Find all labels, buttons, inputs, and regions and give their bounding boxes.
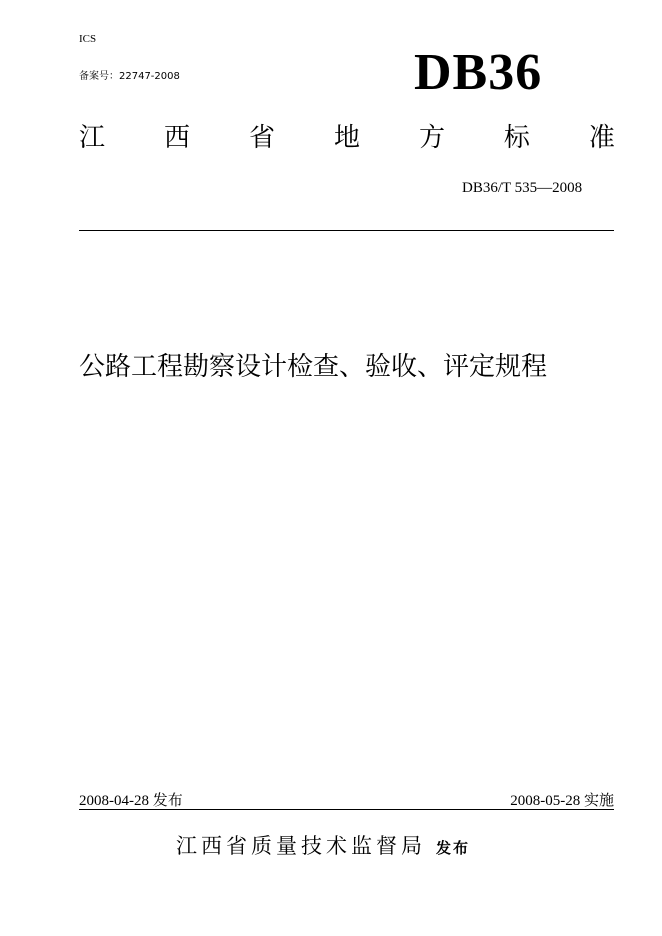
standard-type-char: 西 (163, 123, 190, 153)
standard-type-char: 准 (588, 123, 615, 153)
standard-type-heading (79, 120, 615, 156)
standard-type-char: 江 (79, 123, 106, 153)
standard-code: DB36 (414, 44, 543, 101)
implementation-date: 2008-05-28 实施 (510, 793, 614, 809)
ics-label: ICS (79, 33, 97, 45)
issue-date: 2008-04-28 发布 (79, 793, 183, 809)
footer-divider (79, 809, 614, 810)
publisher-line (176, 830, 470, 860)
filing-number: 备案号：22747-2008 (79, 71, 180, 82)
standard-type-char: 省 (248, 123, 275, 153)
standard-number: DB36/T 535—2008 (462, 180, 583, 196)
header-divider (79, 230, 614, 231)
document-title: 公路工程勘察设计检查、验收、评定规程 (79, 352, 548, 382)
standard-type-char: 方 (418, 123, 445, 153)
standard-type-char: 地 (333, 123, 360, 153)
publisher-action: 发布 (436, 839, 471, 857)
standard-type-char: 标 (503, 123, 530, 153)
publisher-organization: 江西省质量技术监督局 (176, 834, 426, 858)
